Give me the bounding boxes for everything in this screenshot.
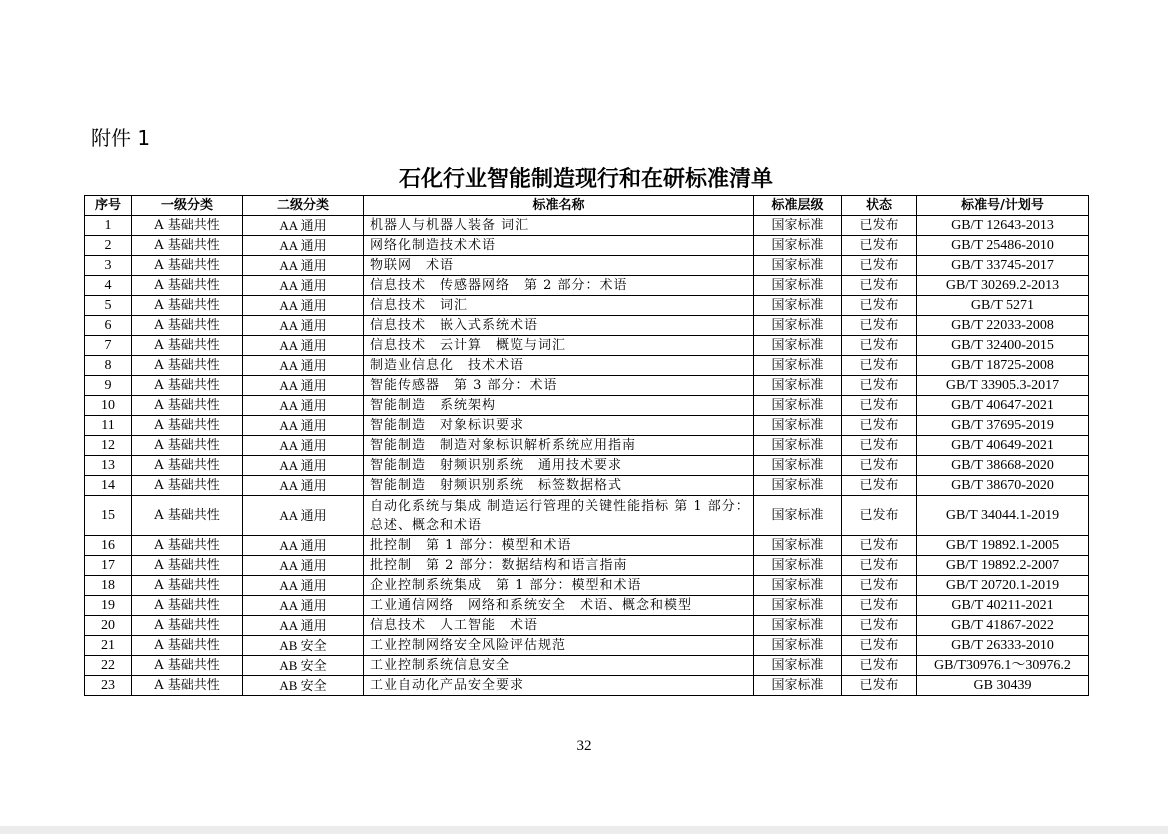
- row-category-2: AA 通用: [243, 276, 364, 296]
- row-index: 10: [85, 396, 132, 416]
- row-category-1: A 基础共性: [132, 316, 243, 336]
- row-status: 已发布: [842, 556, 917, 576]
- row-category-2: AB 安全: [243, 676, 364, 696]
- row-category-1: A 基础共性: [132, 216, 243, 236]
- row-category-1: A 基础共性: [132, 436, 243, 456]
- row-standard-code: GB/T 30269.2-2013: [917, 276, 1089, 296]
- row-status: 已发布: [842, 496, 917, 536]
- table-row: [85, 656, 1089, 676]
- row-category-2: AA 通用: [243, 256, 364, 276]
- header-index: 序号: [85, 196, 132, 216]
- row-category-2: AA 通用: [243, 396, 364, 416]
- row-standard-code: GB 30439: [917, 676, 1089, 696]
- row-standard-name: 信息技术 嵌入式系统术语: [364, 316, 754, 336]
- row-category-2: AA 通用: [243, 296, 364, 316]
- row-standard-name: 制造业信息化 技术术语: [364, 356, 754, 376]
- row-category-1: A 基础共性: [132, 536, 243, 556]
- table-row: [85, 616, 1089, 636]
- row-standard-code: GB/T 38668-2020: [917, 456, 1089, 476]
- row-standard-level: 国家标准: [754, 276, 842, 296]
- row-category-1: A 基础共性: [132, 256, 243, 276]
- row-standard-name: 智能传感器 第 3 部分：术语: [364, 376, 754, 396]
- row-index: 18: [85, 576, 132, 596]
- row-standard-code: GB/T 19892.2-2007: [917, 556, 1089, 576]
- row-standard-level: 国家标准: [754, 676, 842, 696]
- row-standard-code: GB/T 32400-2015: [917, 336, 1089, 356]
- header-category-2: 二级分类: [243, 196, 364, 216]
- row-standard-name: 智能制造 射频识别系统 通用技术要求: [364, 456, 754, 476]
- row-standard-code: GB/T 26333-2010: [917, 636, 1089, 656]
- row-index: 19: [85, 596, 132, 616]
- row-index: 17: [85, 556, 132, 576]
- table-row: [85, 636, 1089, 656]
- row-standard-level: 国家标准: [754, 236, 842, 256]
- standards-table: [84, 195, 1089, 696]
- row-status: 已发布: [842, 336, 917, 356]
- row-status: 已发布: [842, 676, 917, 696]
- row-standard-code: GB/T 25486-2010: [917, 236, 1089, 256]
- header-standard-name: 标准名称: [364, 196, 754, 216]
- header-standard-level: 标准层级: [754, 196, 842, 216]
- row-standard-code: GB/T 41867-2022: [917, 616, 1089, 636]
- row-status: 已发布: [842, 376, 917, 396]
- row-status: 已发布: [842, 476, 917, 496]
- row-status: 已发布: [842, 316, 917, 336]
- table-row: [85, 256, 1089, 276]
- row-standard-level: 国家标准: [754, 376, 842, 396]
- row-category-1: A 基础共性: [132, 656, 243, 676]
- table-row: [85, 356, 1089, 376]
- row-standard-code: GB/T 33745-2017: [917, 256, 1089, 276]
- row-index: 9: [85, 376, 132, 396]
- row-status: 已发布: [842, 416, 917, 436]
- row-standard-code: GB/T 20720.1-2019: [917, 576, 1089, 596]
- row-category-1: A 基础共性: [132, 336, 243, 356]
- row-standard-code: GB/T 19892.1-2005: [917, 536, 1089, 556]
- table-row: [85, 376, 1089, 396]
- row-index: 15: [85, 496, 132, 536]
- row-category-2: AA 通用: [243, 316, 364, 336]
- row-index: 8: [85, 356, 132, 376]
- row-standard-level: 国家标准: [754, 436, 842, 456]
- row-standard-code: GB/T 12643-2013: [917, 216, 1089, 236]
- row-standard-level: 国家标准: [754, 616, 842, 636]
- table-row: [85, 236, 1089, 256]
- row-category-1: A 基础共性: [132, 456, 243, 476]
- row-standard-name: 信息技术 词汇: [364, 296, 754, 316]
- row-index: 11: [85, 416, 132, 436]
- row-standard-level: 国家标准: [754, 656, 842, 676]
- row-status: 已发布: [842, 236, 917, 256]
- row-status: 已发布: [842, 216, 917, 236]
- row-standard-level: 国家标准: [754, 316, 842, 336]
- row-category-1: A 基础共性: [132, 296, 243, 316]
- table-row: [85, 316, 1089, 336]
- row-index: 5: [85, 296, 132, 316]
- row-standard-name: 物联网 术语: [364, 256, 754, 276]
- row-category-2: AA 通用: [243, 416, 364, 436]
- document-title: 石化行业智能制造现行和在研标准清单: [398, 166, 773, 192]
- row-category-2: AA 通用: [243, 476, 364, 496]
- row-status: 已发布: [842, 656, 917, 676]
- row-standard-level: 国家标准: [754, 416, 842, 436]
- row-status: 已发布: [842, 276, 917, 296]
- row-category-1: A 基础共性: [132, 496, 243, 536]
- row-category-2: AA 通用: [243, 356, 364, 376]
- row-standard-name: 企业控制系统集成 第 1 部分：模型和术语: [364, 576, 754, 596]
- table-row: [85, 436, 1089, 456]
- row-category-2: AA 通用: [243, 456, 364, 476]
- row-status: 已发布: [842, 396, 917, 416]
- row-standard-name: 智能制造 制造对象标识解析系统应用指南: [364, 436, 754, 456]
- row-standard-level: 国家标准: [754, 496, 842, 536]
- row-index: 3: [85, 256, 132, 276]
- row-index: 16: [85, 536, 132, 556]
- row-standard-name: 智能制造 系统架构: [364, 396, 754, 416]
- table-row: [85, 216, 1089, 236]
- header-standard-code: 标准号/计划号: [917, 196, 1089, 216]
- row-category-2: AA 通用: [243, 436, 364, 456]
- row-category-2: AA 通用: [243, 536, 364, 556]
- row-standard-code: GB/T 33905.3-2017: [917, 376, 1089, 396]
- row-status: 已发布: [842, 436, 917, 456]
- row-standard-code: GB/T 18725-2008: [917, 356, 1089, 376]
- row-category-1: A 基础共性: [132, 376, 243, 396]
- row-index: 7: [85, 336, 132, 356]
- header-category-1: 一级分类: [132, 196, 243, 216]
- row-category-2: AA 通用: [243, 376, 364, 396]
- row-standard-code: GB/T30976.1～30976.2: [917, 656, 1089, 676]
- row-category-1: A 基础共性: [132, 236, 243, 256]
- row-index: 22: [85, 656, 132, 676]
- row-standard-code: GB/T 34044.1-2019: [917, 496, 1089, 536]
- row-category-1: A 基础共性: [132, 396, 243, 416]
- row-standard-name: 智能制造 对象标识要求: [364, 416, 754, 436]
- row-index: 2: [85, 236, 132, 256]
- row-category-2: AA 通用: [243, 336, 364, 356]
- table-row: [85, 496, 1089, 536]
- row-standard-name: 工业控制系统信息安全: [364, 656, 754, 676]
- page-number: 32: [576, 738, 592, 754]
- row-standard-code: GB/T 38670-2020: [917, 476, 1089, 496]
- row-status: 已发布: [842, 536, 917, 556]
- table-row: [85, 536, 1089, 556]
- row-standard-name: 工业通信网络 网络和系统安全 术语、概念和模型: [364, 596, 754, 616]
- row-category-1: A 基础共性: [132, 596, 243, 616]
- row-category-2: AA 通用: [243, 236, 364, 256]
- row-standard-level: 国家标准: [754, 356, 842, 376]
- row-standard-code: GB/T 22033-2008: [917, 316, 1089, 336]
- row-category-1: A 基础共性: [132, 556, 243, 576]
- row-standard-name: 批控制 第 2 部分：数据结构和语言指南: [364, 556, 754, 576]
- row-category-1: A 基础共性: [132, 356, 243, 376]
- row-standard-level: 国家标准: [754, 576, 842, 596]
- table-body: [85, 216, 1089, 696]
- row-standard-name: 自动化系统与集成 制造运行管理的关键性能指标 第 1 部分：总述、概念和术语: [364, 496, 754, 536]
- row-standard-name: 智能制造 射频识别系统 标签数据格式: [364, 476, 754, 496]
- row-index: 23: [85, 676, 132, 696]
- table-row: [85, 676, 1089, 696]
- attachment-label: 附件 1: [91, 126, 151, 150]
- table-row: [85, 456, 1089, 476]
- row-standard-name: 工业自动化产品安全要求: [364, 676, 754, 696]
- table-row: [85, 276, 1089, 296]
- row-index: 20: [85, 616, 132, 636]
- row-status: 已发布: [842, 356, 917, 376]
- row-category-1: A 基础共性: [132, 636, 243, 656]
- table-row: [85, 336, 1089, 356]
- row-standard-code: GB/T 40647-2021: [917, 396, 1089, 416]
- row-category-2: AA 通用: [243, 576, 364, 596]
- row-category-1: A 基础共性: [132, 476, 243, 496]
- row-category-2: AA 通用: [243, 616, 364, 636]
- row-category-1: A 基础共性: [132, 576, 243, 596]
- row-status: 已发布: [842, 256, 917, 276]
- row-standard-level: 国家标准: [754, 596, 842, 616]
- row-standard-name: 信息技术 传感器网络 第 2 部分：术语: [364, 276, 754, 296]
- row-status: 已发布: [842, 296, 917, 316]
- row-standard-code: GB/T 5271: [917, 296, 1089, 316]
- row-standard-level: 国家标准: [754, 476, 842, 496]
- row-category-1: A 基础共性: [132, 676, 243, 696]
- row-index: 13: [85, 456, 132, 476]
- row-standard-code: GB/T 40211-2021: [917, 596, 1089, 616]
- table-row: [85, 476, 1089, 496]
- row-standard-level: 国家标准: [754, 556, 842, 576]
- row-index: 4: [85, 276, 132, 296]
- row-standard-name: 网络化制造技术术语: [364, 236, 754, 256]
- row-standard-code: GB/T 37695-2019: [917, 416, 1089, 436]
- row-standard-level: 国家标准: [754, 396, 842, 416]
- table-row: [85, 396, 1089, 416]
- row-standard-name: 工业控制网络安全风险评估规范: [364, 636, 754, 656]
- row-status: 已发布: [842, 616, 917, 636]
- row-category-1: A 基础共性: [132, 276, 243, 296]
- row-index: 12: [85, 436, 132, 456]
- row-standard-level: 国家标准: [754, 456, 842, 476]
- row-standard-name: 信息技术 人工智能 术语: [364, 616, 754, 636]
- row-status: 已发布: [842, 596, 917, 616]
- row-standard-name: 信息技术 云计算 概览与词汇: [364, 336, 754, 356]
- row-standard-level: 国家标准: [754, 536, 842, 556]
- row-category-2: AB 安全: [243, 656, 364, 676]
- row-standard-level: 国家标准: [754, 256, 842, 276]
- row-category-1: A 基础共性: [132, 416, 243, 436]
- table-row: [85, 556, 1089, 576]
- row-standard-level: 国家标准: [754, 636, 842, 656]
- row-index: 21: [85, 636, 132, 656]
- page-bottom-edge: [0, 826, 1168, 834]
- row-status: 已发布: [842, 456, 917, 476]
- header-status: 状态: [842, 196, 917, 216]
- table-header-row: [85, 196, 1089, 216]
- row-category-2: AA 通用: [243, 596, 364, 616]
- table-row: [85, 576, 1089, 596]
- row-category-2: AA 通用: [243, 496, 364, 536]
- row-standard-name: 机器人与机器人装备 词汇: [364, 216, 754, 236]
- row-category-2: AB 安全: [243, 636, 364, 656]
- row-category-2: AA 通用: [243, 216, 364, 236]
- row-standard-level: 国家标准: [754, 216, 842, 236]
- row-category-2: AA 通用: [243, 556, 364, 576]
- row-category-1: A 基础共性: [132, 616, 243, 636]
- row-standard-name: 批控制 第 1 部分：模型和术语: [364, 536, 754, 556]
- table-row: [85, 296, 1089, 316]
- row-standard-code: GB/T 40649-2021: [917, 436, 1089, 456]
- row-index: 14: [85, 476, 132, 496]
- row-index: 6: [85, 316, 132, 336]
- table-row: [85, 416, 1089, 436]
- row-standard-level: 国家标准: [754, 296, 842, 316]
- row-index: 1: [85, 216, 132, 236]
- row-status: 已发布: [842, 576, 917, 596]
- table-row: [85, 596, 1089, 616]
- row-standard-level: 国家标准: [754, 336, 842, 356]
- row-status: 已发布: [842, 636, 917, 656]
